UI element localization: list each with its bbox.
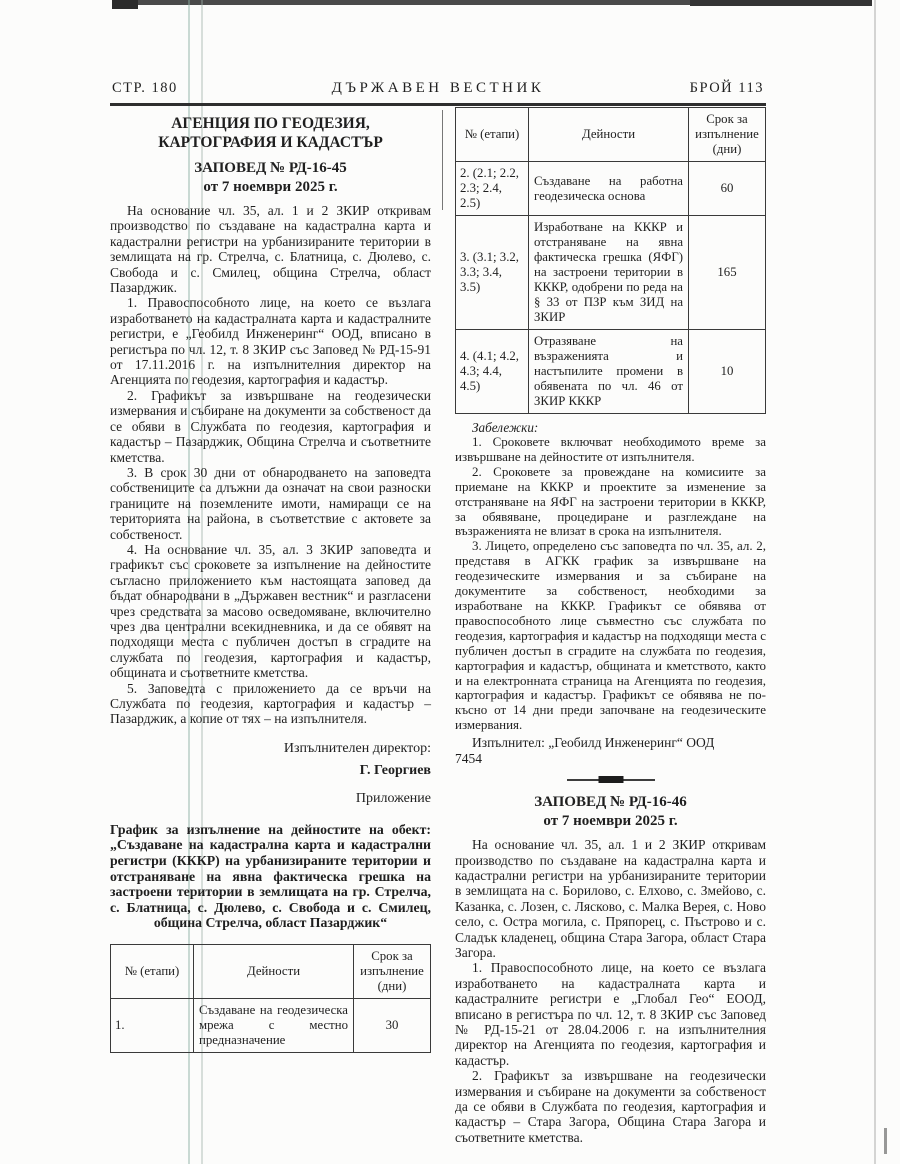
column-header-stage: № (етапи) [456,108,529,162]
column-header-days: Срок за изпълнение (дни) [354,944,431,998]
order2-title: ЗАПОВЕД № РД-16-46 [534,794,687,811]
scanner-edge-right-mark [884,1128,887,1154]
signature-role: Изпълнителен директор: [283,740,431,756]
gazette-header [110,80,766,106]
signature-name: Г. Георгиев [359,762,431,778]
agency-heading-line1: АГЕНЦИЯ ПО ГЕОДЕЗИЯ, [171,115,370,132]
order1-date: от 7 ноември 2025 г. [203,179,338,195]
page-number-label: СТР. 180 [112,80,178,96]
table-header-row [456,108,766,162]
agency-heading-line2: КАРТОГРАФИЯ И КАДАСТЪР [158,134,383,151]
column-header-days: Срок за изпълнение (дни) [689,108,766,162]
signature-block [110,740,431,779]
order1-paragraph: 2. Графикът за извършване на геодезически измервания и събиране на документи за собственост да се обяви в Службата по геодезия, картография и кадастър – Пазарджик, Община Стрелча и съответните кметства. [110,387,431,465]
order2-paragraph: На основание чл. 35, ал. 1 и 2 ЗКИР откривам производство по създаване на кадастрална карта и кадастрални регистри на урбанизираните територии в землищата на с. Борилово, с. Елхово, с. Змейово, с. Казанка, с. Лозен, с. Лясково, с. Малка Верея, с. Ново село, с. Остра могила, с. Пряпорец, с. Пъстрово и с. Сладък кладенец, община Стара Загора, област Стара Загора. [455,837,766,960]
scanner-edge-right [874,0,876,1164]
column-divider-rule [442,110,443,210]
cell-activity: Отразяване на възраженията и настъпилите промени в обявената по чл. 46 от ЗКИР КККР [529,330,689,414]
order1-paragraph: 3. В срок 30 дни от обнародването на заповедта собствениците са длъжни да означат на свои разноски границите на поземлените имоти, намиращи се на територията на района, в съответствие с актовете за собственост. [110,464,431,542]
schedule-table-part1 [110,944,431,1053]
order1-title: ЗАПОВЕД № РД-16-45 [194,160,347,176]
annex-heading: График за изпълнение на дейностите на обект: „Създаване на кадастрална карта и кадастрални регистри (КККР) на урбанизираните територии и отстраняване на явна фактическа грешка на застроени територии в землищата на гр. Стрелча, с. Блатница, с. Дюлево, с. Свобода и с. Смилец, община Стрелча, област Пазарджик“ [110,821,431,931]
cell-activity: Създаване на геодезическа мрежа с местно предназначение [194,998,354,1052]
cell-stage: 3. (3.1; 3.2, 3.3; 3.4, 3.5) [456,216,529,330]
table-row [456,330,766,414]
annex-label: Приложение [355,790,431,806]
notes-label: Забележки: [472,420,539,435]
table-row [456,216,766,330]
order1-paragraph: На основание чл. 35, ал. 1 и 2 ЗКИР откривам производство по създаване на кадастрална карта и кадастрални регистри на урбанизираните територии в землищата на гр. Стрелча, с. Блатница, с. Дюлево, с. Свобода и с. Смилец, община Стрелча, област Пазарджик. [110,203,431,296]
note-item: 2. Сроковете за провеждане на комисиите за приемане на КККР и проектите за изменение за отстраняване на ЯФГ на застроени територии в КККР, за обявяване, процедиране и разглеждане на възраженията не влизат в срока на изпълнителя. [455,463,766,539]
scanner-edge-blob [112,0,138,9]
cell-days: 10 [689,330,766,414]
order2-paragraph: 2. Графикът за извършване на геодезически измервания и събиране на документи за собственост да се обяви в Службата по геодезия, картография и кадастър – Стара Загора, Община Стара Загора и съответните кметства. [455,1068,766,1145]
executor-line: Изпълнител: „Геобилд Инженеринг“ ООД [472,735,715,751]
cell-stage: 1. [111,998,194,1052]
divider-block [598,776,623,783]
table-row [111,998,431,1052]
schedule-table-part2 [455,107,766,414]
gazette-title: ДЪРЖАВЕН ВЕСТНИК [331,80,545,96]
note-item: 1. Сроковете включват необходимото време за извършване на дейностите от изпълнителя. [455,434,766,464]
cell-days: 60 [689,162,766,216]
cell-days: 30 [354,998,431,1052]
cell-stage: 2. (2.1; 2.2, 2.3; 2.4, 2.5) [456,162,529,216]
column-header-stage: № (етапи) [111,944,194,998]
table-header-row [111,944,431,998]
agency-heading [110,114,431,152]
cell-activity: Изработване на КККР и отстраняване на явна фактическа грешка (ЯФГ) на застроени територии в КККР, одобрени по реда на § 33 от ПЗР към ЗИД на ЗКИР [529,216,689,330]
left-column [110,112,431,1053]
record-number: 7454 [455,751,482,767]
order1-paragraph: 4. На основание чл. 35, ал. 3 ЗКИР заповедта и графикът със сроковете за изпълнение на дейностите съгласно приложението към настоящата заповед да бъдат обнародвани в „Държавен вестник“ и разгласени чрез средствата за масово осведомяване, включително чрез два централни всекидневника, и да се обявят на подходящи места с публичен достъп в сградите на службата по геодезия, картография и кадастър, общината и съответните кметства. [110,541,431,681]
cell-days: 165 [689,216,766,330]
cell-stage: 4. (4.1; 4.2, 4.3; 4.4, 4.5) [456,330,529,414]
order2-date: от 7 ноември 2025 г. [543,813,678,830]
issue-number-label: БРОЙ 113 [689,80,764,96]
column-header-activity: Дейности [194,944,354,998]
order2-paragraph: 1. Правоспособното лице, на което се възлага изработването на кадастралната карта и кадастралните регистри е „Глобал Гео“ ЕООД, вписано в регистъра по чл. 12, т. 8 ЗКИР със Заповед № РД-15-21 от 28.04.2006 г. на изпълнителния директор на Агенцията по геодезия, картография и кадастър. [455,960,766,1068]
section-divider [567,776,655,783]
order1-paragraph: 5. Заповедта с приложението да се връчи на Службата по геодезия, картография и кадастър – Пазарджик, а копие от тях – на изпълнителя. [110,680,431,727]
table-row [456,162,766,216]
scanner-edge-segment [690,0,872,6]
order1-paragraph: 1. Правоспособното лице, на което се възлага изработването на кадастралната карта и кадастралните регистри, е „Геобилд Инженеринг“ ООД, вписано в регистъра по чл. 12, т. 8 ЗКИР със Заповед № РД-15-91 от 17.11.2016 г. на изпълнителния директор на Агенцията по геодезия, картография и кадастър. [110,295,431,388]
cell-activity: Създаване на работна геодезическа основа [529,162,689,216]
right-column [455,107,766,1145]
note-item: 3. Лицето, определено със заповедта по чл. 35, ал. 2, представя в АГКК график за извършване на геодезическите измервания и за събиране на документите за собственост, необходими за изработване на КККР. Графикът се обявява от правоспособното лице съвместно със службата по геодезия, картография и кадастър на подходящи места с публичен достъп в сградите на службата по геодезия, картография и кадастър, общината и кметството, както и на електронната страница на Агенцията по геодезия, картография и кадастър. Графикът се обявява не по-късно от 14 дни преди започване на геодезическите измервания. [455,538,766,733]
column-header-activity: Дейности [529,108,689,162]
